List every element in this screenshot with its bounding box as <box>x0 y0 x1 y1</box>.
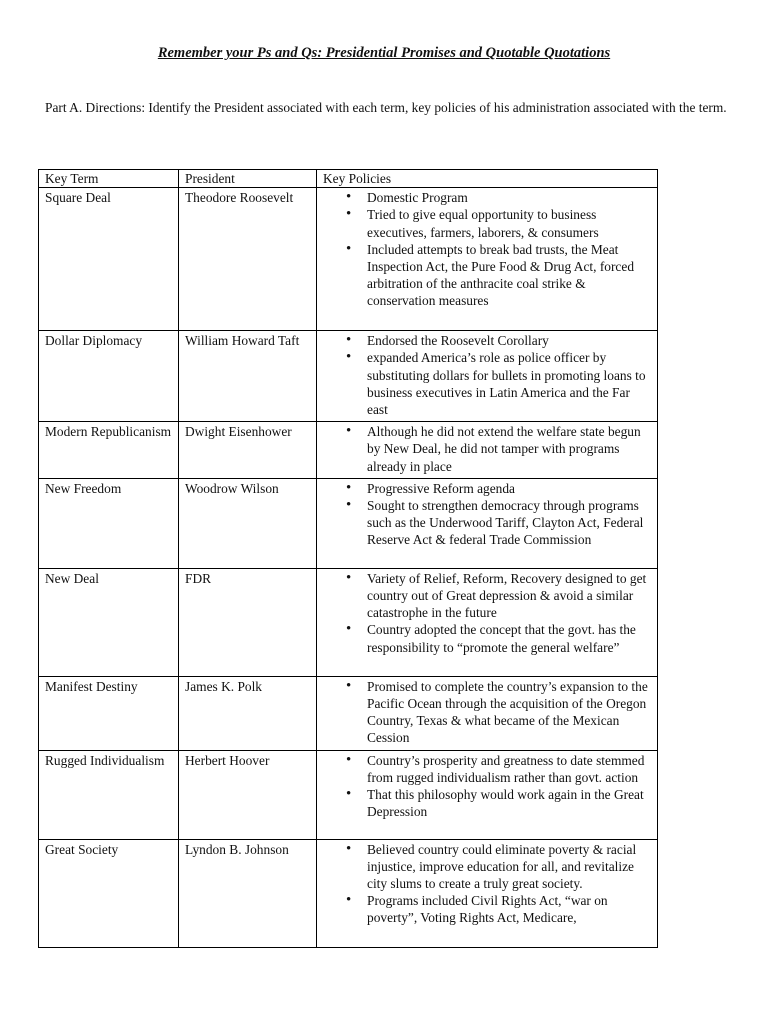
policy-item: • Country’s prosperity and greatness to date stemmed from rugged individualism rather than govt. action <box>367 752 651 786</box>
president-cell: Dwight Eisenhower <box>179 422 317 479</box>
table-header-row <box>39 170 658 188</box>
directions-text: Part A. Directions: Identify the President associated with each term, key policies of his administration associated with the term. <box>45 100 727 115</box>
key-term-cell: Rugged Individualism <box>39 750 179 839</box>
policy-item: • Progressive Reform agenda <box>367 480 651 497</box>
president-cell: Woodrow Wilson <box>179 478 317 568</box>
key-policies-cell <box>317 478 658 568</box>
presidents-table <box>38 169 658 948</box>
key-term-cell: Dollar Diplomacy <box>39 331 179 422</box>
policy-item: • That this philosophy would work again in the Great Depression <box>367 786 651 820</box>
policy-item: • Included attempts to break bad trusts, the Meat Inspection Act, the Pure Food & Drug Act, forced arbitration of the anthracite coal strike & conservation measures <box>367 241 651 310</box>
policy-item: • Tried to give equal opportunity to business executives, farmers, laborers, & consumers <box>367 206 651 240</box>
table-row <box>39 478 658 568</box>
key-term-cell: New Deal <box>39 568 179 676</box>
header-key-policies: Key Policies <box>317 170 658 188</box>
policy-list <box>323 189 651 309</box>
key-policies-cell <box>317 422 658 479</box>
president-cell: James K. Polk <box>179 676 317 750</box>
president-cell: Lyndon B. Johnson <box>179 839 317 947</box>
policy-list <box>323 678 651 747</box>
key-term-cell: Great Society <box>39 839 179 947</box>
table-row <box>39 331 658 422</box>
key-term-cell: Square Deal <box>39 188 179 331</box>
policy-item: • expanded America’s role as police officer by substituting dollars for bullets in promoting loans to business executives in Latin America and the Far east <box>367 349 651 418</box>
policy-item: • Endorsed the Roosevelt Corollary <box>367 332 651 349</box>
president-cell: William Howard Taft <box>179 331 317 422</box>
document-title: Remember your Ps and Qs: Presidential Promises and Quotable Quotations <box>157 45 611 61</box>
president-cell: Theodore Roosevelt <box>179 188 317 331</box>
policy-item: • Sought to strengthen democracy through programs such as the Underwood Tariff, Clayton Act, Federal Reserve Act & federal Trade Commission <box>367 497 651 549</box>
policy-list <box>323 570 651 656</box>
key-policies-cell <box>317 676 658 750</box>
key-policies-cell <box>317 188 658 331</box>
key-policies-cell <box>317 839 658 947</box>
president-cell: FDR <box>179 568 317 676</box>
table-row <box>39 422 658 479</box>
policy-list <box>323 332 651 418</box>
key-policies-cell <box>317 568 658 676</box>
key-term-cell: Manifest Destiny <box>39 676 179 750</box>
policy-list <box>323 423 651 475</box>
key-policies-cell <box>317 750 658 839</box>
policy-list <box>323 480 651 549</box>
policy-item: • Although he did not extend the welfare state begun by New Deal, he did not tamper with programs already in place <box>367 423 651 475</box>
policy-item: • Domestic Program <box>367 189 651 206</box>
policy-item: • Country adopted the concept that the govt. has the responsibility to “promote the general welfare” <box>367 621 651 655</box>
policy-item: • Believed country could eliminate poverty & racial injustice, improve education for all, and revitalize city slums to create a truly great society. <box>367 841 651 893</box>
table-row <box>39 188 658 331</box>
key-term-cell: Modern Republicanism <box>39 422 179 479</box>
policy-item: • Variety of Relief, Reform, Recovery designed to get country out of Great depression & avoid a similar catastrophe in the future <box>367 570 651 622</box>
policy-list <box>323 841 651 927</box>
header-president: President <box>179 170 317 188</box>
key-policies-cell <box>317 331 658 422</box>
header-key-term: Key Term <box>39 170 179 188</box>
table-row <box>39 568 658 676</box>
president-cell: Herbert Hoover <box>179 750 317 839</box>
table-row <box>39 750 658 839</box>
policy-item: • Promised to complete the country’s expansion to the Pacific Ocean through the acquisition of the Oregon Country, Texas & what became of the Mexican Cession <box>367 678 651 747</box>
policy-list <box>323 752 651 821</box>
policy-item: • Programs included Civil Rights Act, “war on poverty”, Voting Rights Act, Medicare, <box>367 892 651 926</box>
table-row <box>39 839 658 947</box>
key-term-cell: New Freedom <box>39 478 179 568</box>
table-row <box>39 676 658 750</box>
